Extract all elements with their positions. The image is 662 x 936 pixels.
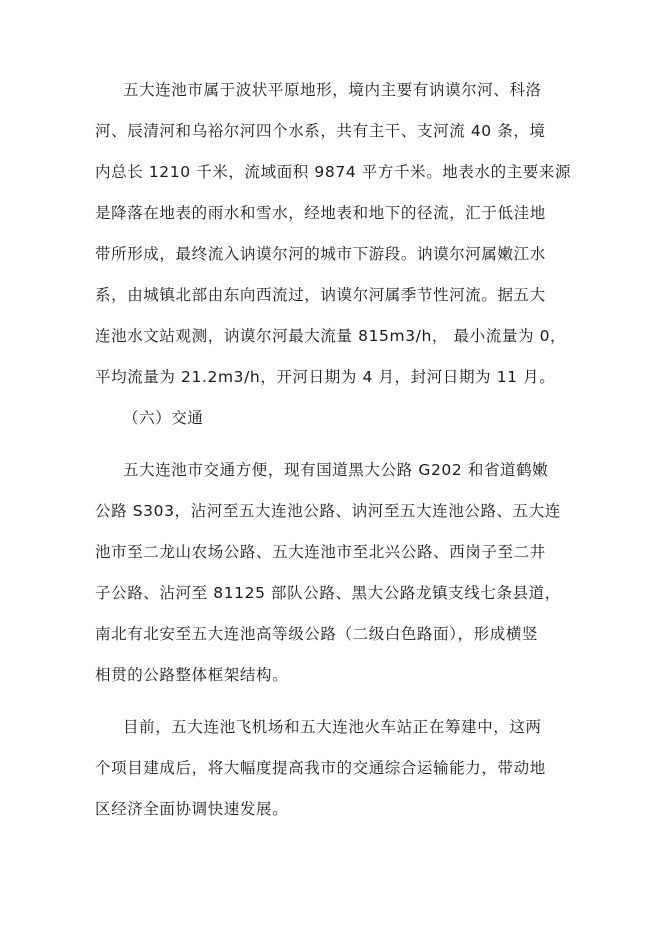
section-heading: （六）交通 xyxy=(123,409,204,427)
paragraph-line: 相贯的公路整体框架结构。 xyxy=(95,666,289,684)
paragraph-line: 河、辰清河和乌裕尔河四个水系，共有主干、支河流 40 条，境 xyxy=(95,122,546,140)
paragraph-line: 连池水文站观测，讷谟尔河最大流量 815m3/h， 最小流量为 0， xyxy=(95,327,567,345)
paragraph-line: 个项目建成后，将大幅度提高我市的交通综合运输能力，带动地 xyxy=(95,759,546,777)
paragraph-line: 平均流量为 21.2m3/h，开河日期为 4 月，封河日期为 11 月。 xyxy=(95,368,556,386)
paragraph-line: 内总长 1210 千米，流域面积 9874 平方千米。地表水的主要来源 xyxy=(95,163,572,181)
paragraph-line: 目前，五大连池飞机场和五大连池火车站正在筹建中，这两 xyxy=(123,718,542,736)
paragraph-line: 带所形成，最终流入讷谟尔河的城市下游段。讷谟尔河属嫩江水 xyxy=(95,245,546,263)
paragraph-line: 南北有北安至五大连池高等级公路（二级白色路面），形成横竖 xyxy=(95,625,539,643)
paragraph-line: 系，由城镇北部由东向西流过，讷谟尔河属季节性河流。据五大 xyxy=(95,286,546,304)
paragraph-line: 子公路、沾河至 81125 部队公路、黑大公路龙镇支线七条县道， xyxy=(95,584,561,602)
paragraph-line: 五大连池市交通方便，现有国道黑大公路 G202 和省道鹤嫩 xyxy=(123,461,549,479)
paragraph-line: 公路 S303，沾河至五大连池公路、讷河至五大连池公路、五大连 xyxy=(95,502,561,520)
paragraph-line: 区经济全面协调快速发展。 xyxy=(95,800,289,818)
paragraph-line: 池市至二龙山农场公路、五大连池市至北兴公路、西岗子至二井 xyxy=(95,543,546,561)
paragraph-line: 五大连池市属于波状平原地形，境内主要有讷谟尔河、科洛 xyxy=(123,81,542,99)
paragraph-line: 是降落在地表的雨水和雪水，经地表和地下的径流，汇于低洼地 xyxy=(95,204,546,222)
